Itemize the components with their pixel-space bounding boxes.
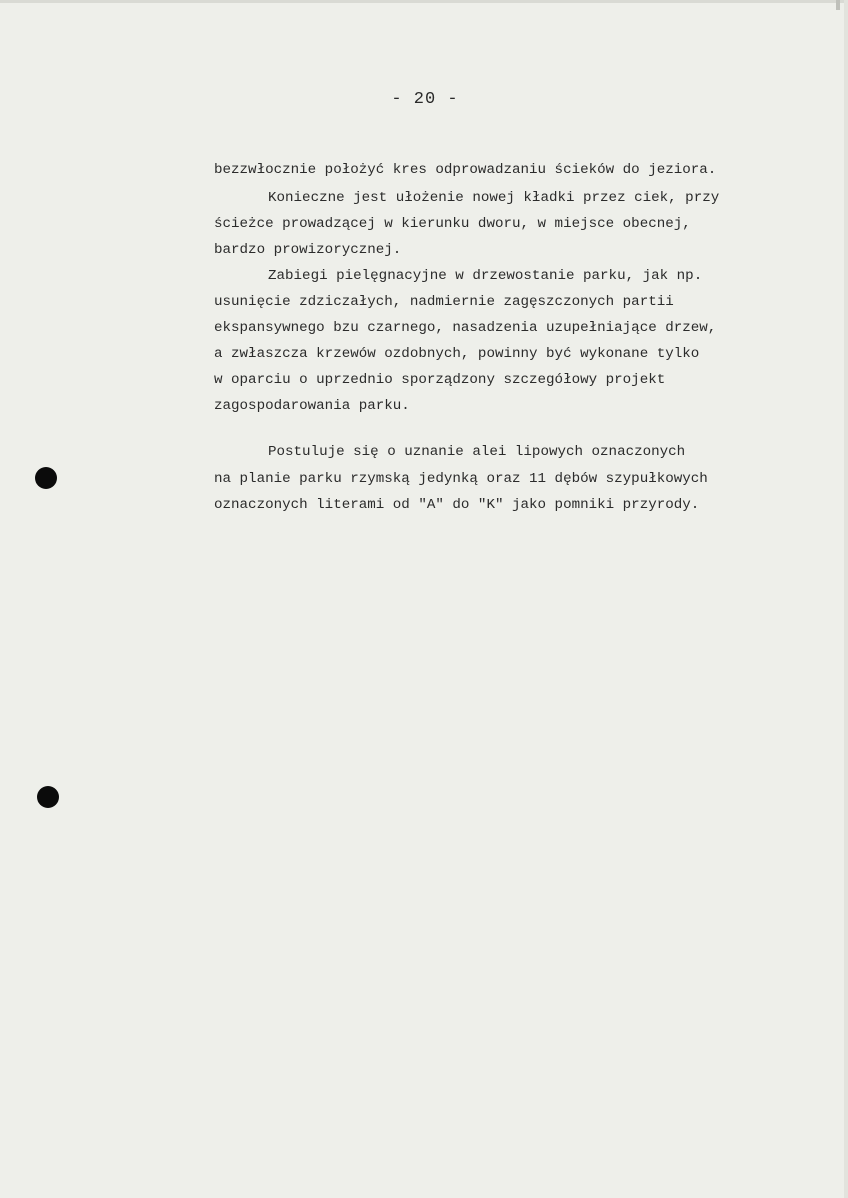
text-line: ekspansywnego bzu czarnego, nasadzenia uzupełniające drzew, [214, 320, 717, 336]
paper-top-edge [0, 0, 848, 3]
text-line: bezzwłocznie położyć kres odprowadzaniu ścieków do jeziora. [214, 162, 717, 178]
text-line: a zwłaszcza krzewów ozdobnych, powinny być wykonane tylko [214, 346, 700, 362]
text-line: oznaczonych literami od "A" do "K" jako pomniki przyrody. [214, 497, 700, 513]
page-number: - 20 - [391, 90, 459, 109]
punch-hole [35, 467, 57, 489]
text-line: Zabiegi pielęgnacyjne w drzewostanie parku, jak np. [268, 268, 703, 284]
punch-hole [37, 786, 59, 808]
corner-mark [836, 0, 840, 10]
paper-right-edge [844, 0, 848, 1198]
paragraph-2 [214, 266, 834, 416]
paragraph-3 [214, 442, 834, 522]
text-line: Konieczne jest ułożenie nowej kładki przez ciek, przy [268, 190, 720, 206]
text-line: w oparciu o uprzednio sporządzony szczegółowy projekt [214, 372, 666, 388]
text-line: Postuluje się o uznanie alei lipowych oznaczonych [268, 444, 686, 460]
paragraph-1 [214, 160, 834, 258]
text-line: usunięcie zdziczałych, nadmiernie zagęszczonych partii [214, 294, 674, 310]
text-line: bardzo prowizorycznej. [214, 242, 402, 258]
text-line: ścieżce prowadzącej w kierunku dworu, w miejsce obecnej, [214, 216, 691, 232]
text-line: na planie parku rzymską jedynką oraz 11 dębów szypułkowych [214, 471, 708, 487]
text-line: zagospodarowania parku. [214, 398, 410, 414]
